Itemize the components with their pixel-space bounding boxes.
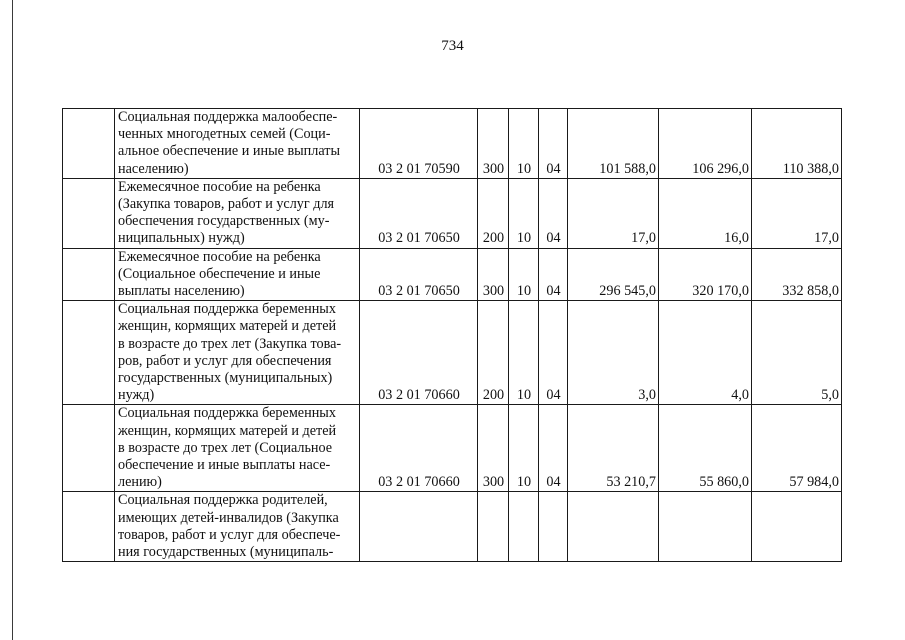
description-cell (115, 301, 360, 405)
amount-year2-cell: 320 170,0 (659, 248, 752, 301)
expense-type-cell: 200 (478, 301, 509, 405)
amount-year1-cell: 101 588,0 (568, 109, 659, 179)
amount-year2-cell: 4,0 (659, 301, 752, 405)
description-line: обеспечение и иные выплаты насе- (118, 457, 331, 474)
description-line: Социальная поддержка беременных (118, 301, 336, 318)
amount-year1-cell (568, 492, 659, 562)
expense-type-cell (478, 492, 509, 562)
description-line: в возрасте до трех лет (Закупка това- (118, 335, 342, 352)
description-line: населению) (118, 160, 189, 177)
description-line: лению) (118, 474, 162, 491)
description-line: Ежемесячное пособие на ребенка (118, 178, 321, 195)
expense-type-cell: 300 (478, 109, 509, 179)
amount-year2-cell: 16,0 (659, 178, 752, 248)
description-line: женщин, кормящих матерей и детей (118, 422, 337, 439)
section-cell: 10 (509, 405, 539, 492)
target-article-cell: 03 2 01 70660 (360, 301, 478, 405)
description-line: женщин, кормящих матерей и детей (118, 318, 337, 335)
section-cell: 10 (509, 301, 539, 405)
description-line: обеспечения государственных (му- (118, 213, 330, 230)
subsection-cell: 04 (539, 301, 568, 405)
description-line: (Закупка товаров, работ и услуг для (118, 196, 335, 213)
expense-type-cell: 300 (478, 405, 509, 492)
table-row (63, 178, 842, 248)
target-article-cell: 03 2 01 70650 (360, 248, 478, 301)
description-cell (115, 109, 360, 179)
table-row (63, 109, 842, 179)
description-line: Ежемесячное пособие на ребенка (118, 248, 321, 265)
expense-type-cell: 200 (478, 178, 509, 248)
section-cell (509, 492, 539, 562)
description-line: Социальная поддержка малообеспе- (118, 109, 338, 125)
target-article-cell (360, 492, 478, 562)
blank-cell (63, 109, 115, 179)
target-article-cell: 03 2 01 70590 (360, 109, 478, 179)
description-line: нужд) (118, 387, 155, 404)
amount-year1-cell: 296 545,0 (568, 248, 659, 301)
page-number: 734 (441, 38, 464, 54)
blank-cell (63, 301, 115, 405)
description-line: ченных многодетных семей (Соци- (118, 126, 331, 143)
amount-year2-cell: 55 860,0 (659, 405, 752, 492)
amount-year1-cell: 53 210,7 (568, 405, 659, 492)
description-cell (115, 178, 360, 248)
amount-year3-cell: 110 388,0 (752, 109, 842, 179)
subsection-cell: 04 (539, 248, 568, 301)
description-cell (115, 405, 360, 492)
amount-year2-cell: 106 296,0 (659, 109, 752, 179)
description-line: в возрасте до трех лет (Социальное (118, 439, 333, 456)
subsection-cell: 04 (539, 109, 568, 179)
amount-year3-cell: 17,0 (752, 178, 842, 248)
section-cell: 10 (509, 248, 539, 301)
table-row (63, 405, 842, 492)
budget-table (62, 108, 842, 562)
description-line: государственных (муниципальных) (118, 370, 333, 387)
amount-year1-cell: 3,0 (568, 301, 659, 405)
subsection-cell: 04 (539, 405, 568, 492)
description-line: ров, работ и услуг для обеспечения (118, 352, 332, 369)
amount-year3-cell: 332 858,0 (752, 248, 842, 301)
section-cell: 10 (509, 178, 539, 248)
target-article-cell: 03 2 01 70660 (360, 405, 478, 492)
amount-year3-cell: 5,0 (752, 301, 842, 405)
section-cell: 10 (509, 109, 539, 179)
description-line: ниципальных) нужд) (118, 230, 245, 247)
amount-year1-cell: 17,0 (568, 178, 659, 248)
description-cell (115, 492, 360, 562)
description-cell (115, 248, 360, 301)
subsection-cell (539, 492, 568, 562)
blank-cell (63, 405, 115, 492)
description-line: товаров, работ и услуг для обеспече- (118, 526, 341, 543)
amount-year2-cell (659, 492, 752, 562)
description-line: ния государственных (муниципаль- (118, 544, 334, 561)
target-article-cell: 03 2 01 70650 (360, 178, 478, 248)
description-line: Социальная поддержка беременных (118, 405, 336, 422)
description-line: (Социальное обеспечение и иные (118, 265, 321, 282)
blank-cell (63, 492, 115, 562)
description-line: альное обеспечение и иные выплаты (118, 143, 341, 160)
subsection-cell: 04 (539, 178, 568, 248)
amount-year3-cell: 57 984,0 (752, 405, 842, 492)
expense-type-cell: 300 (478, 248, 509, 301)
description-line: выплаты населению) (118, 283, 245, 300)
blank-cell (63, 248, 115, 301)
table-row (63, 492, 842, 562)
table-row (63, 248, 842, 301)
blank-cell (63, 178, 115, 248)
description-line: имеющих детей-инвалидов (Закупка (118, 509, 339, 526)
description-line: Социальная поддержка родителей, (118, 492, 328, 509)
page-margin-line (12, 0, 13, 640)
amount-year3-cell (752, 492, 842, 562)
table-row (63, 301, 842, 405)
